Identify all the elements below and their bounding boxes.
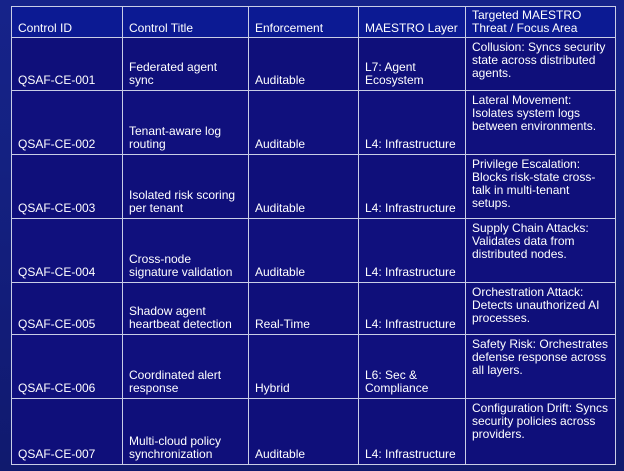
enforcement-cell: Auditable [249,399,359,465]
threat-cell: Configuration Drift: Syncs security policies across providers. [466,399,616,465]
header-control-id: Control ID [12,7,123,38]
control-title-cell: Shadow agent heartbeat detection [123,283,249,335]
table-header [12,7,616,38]
maestro-layer-cell: L4: Infrastructure [359,91,466,155]
enforcement-cell: Auditable [249,219,359,283]
header-row [12,7,616,38]
table-row [12,219,616,283]
enforcement-cell: Auditable [249,38,359,91]
maestro-layer-cell: L4: Infrastructure [359,399,466,465]
header-maestro-layer: MAESTRO Layer [359,7,466,38]
enforcement-cell: Auditable [249,155,359,219]
enforcement-cell: Hybrid [249,335,359,399]
control-title-cell: Federated agent sync [123,38,249,91]
table-row [12,335,616,399]
header-control-title: Control Title [123,7,249,38]
control-id-cell: QSAF-CE-005 [12,283,123,335]
control-title-cell: Cross-node signature validation [123,219,249,283]
threat-cell: Collusion: Syncs security state across distributed agents. [466,38,616,91]
control-table [11,6,616,465]
control-id-cell: QSAF-CE-002 [12,91,123,155]
control-id-cell: QSAF-CE-003 [12,155,123,219]
maestro-layer-cell: L4: Infrastructure [359,219,466,283]
table-row [12,155,616,219]
control-id-cell: QSAF-CE-007 [12,399,123,465]
table-row [12,399,616,465]
maestro-layer-cell: L4: Infrastructure [359,155,466,219]
threat-cell: Safety Risk: Orchestrates defense response across all layers. [466,335,616,399]
control-id-cell: QSAF-CE-001 [12,38,123,91]
table-row [12,38,616,91]
control-id-cell: QSAF-CE-006 [12,335,123,399]
control-title-cell: Coordinated alert response [123,335,249,399]
threat-cell: Privilege Escalation: Blocks risk-state cross-talk in multi-tenant setups. [466,155,616,219]
control-title-cell: Tenant-aware log routing [123,91,249,155]
maestro-layer-cell: L4: Infrastructure [359,283,466,335]
threat-cell: Orchestration Attack: Detects unauthorized AI processes. [466,283,616,335]
control-title-cell: Isolated risk scoring per tenant [123,155,249,219]
threat-cell: Lateral Movement: Isolates system logs between environments. [466,91,616,155]
header-threat-focus: Targeted MAESTRO Threat / Focus Area [466,7,616,38]
maestro-layer-cell: L6: Sec & Compliance [359,335,466,399]
enforcement-cell: Auditable [249,91,359,155]
header-enforcement: Enforcement [249,7,359,38]
enforcement-cell: Real-Time [249,283,359,335]
table-row [12,283,616,335]
control-id-cell: QSAF-CE-004 [12,219,123,283]
threat-cell: Supply Chain Attacks: Validates data from distributed nodes. [466,219,616,283]
table-body [12,38,616,465]
maestro-layer-cell: L7: Agent Ecosystem [359,38,466,91]
control-title-cell: Multi-cloud policy synchronization [123,399,249,465]
table-row [12,91,616,155]
